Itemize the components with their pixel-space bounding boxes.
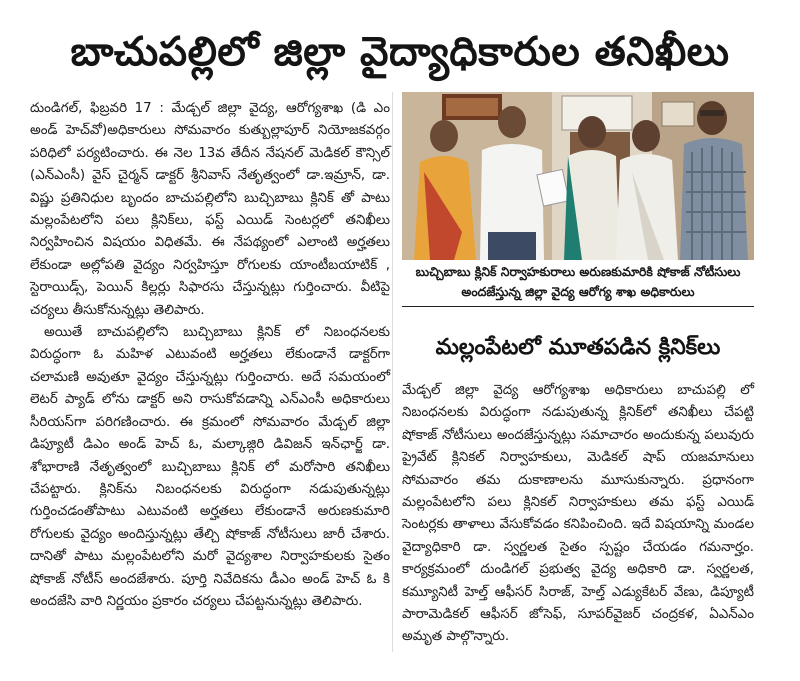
article-paragraph-text: మేడ్చల్ జిల్లా వైద్య, ఆరోగ్యశాఖ (డి ఎం అండ్ హెచ్‌వో)అధికారులు సోమవారం కుత్బుల్లాపూర్ నియోజకవర్గం పరిధిలో పర్యటించారు. ఈ నెల 13వ తేదీన నేషనల్ మెడికల్ కౌన్సిల్ (ఎన్ఎంసీ) వైస్ చైర్మన్ డాక్టర్ శ్రీనివాస్ నేతృత్వంలో డా.ఇమ్రాన్, డా. విష్ణు ప్రతినిధుల బృందం బాచుపల్లిలోని బుచ్చిబాబు క్లినిక్ తో పాటు మల్లంపేటలోని పలు క్లినిక్‌లు, ఫస్ట్ ఎయిడ్ సెంటర్లలో తనిఖీలు నిర్వహించిన విషయం విధితమే. ఈ నేపథ్యంలో ఎలాంటి అర్హతలు లేకుండా అల్లోపతి వైద్యం నిర్వహిస్తూ రోగులకు యాంటీబయాటిక్ , స్టెరాయిడ్స్, పెయిన్ కిల్లర్లు సిఫారసు చేస్తున్నట్లు గుర్తించారు. వీటిపై చర్యలు తీసుకోనున్నట్లు తెలిపారు.: [30, 101, 390, 318]
subheadline: మల్లంపేటలో మూతపడిన క్లినిక్‌లు: [435, 335, 721, 360]
article-paragraph: [30, 98, 390, 322]
column-divider: [392, 92, 393, 652]
dateline: దుండిగల్, ఫిబ్రవరి 17 :: [30, 101, 164, 116]
article-paragraph: అయితే బాచుపల్లిలోని బుచ్చిబాబు క్లినిక్ లో నిబంధనలకు విరుద్ధంగా ఓ మహిళ ఎటువంటి అర్హతలు లేకుండానే డాక్టర్‌గా చలామణి అవుతూ వైద్యం చేస్తున్నట్లు గుర్తించారు. అదే సమయంలో లెటర్ ప్యాడ్ లోను డాక్టర్ అని రాసుకోవడాన్ని ఎన్ఎంసీ అధికారులు సీరియస్‌గా పరిగణించారు. ఈ క్రమంలో సోమవారం మేడ్చల్ జిల్లా డిప్యూటీ డిఎం అండ్ హెచ్ ఓ, మల్కాజ్గిరి డివిజన్ ఇన్‌ఛార్జ్ డా. శోభారాణి నేతృత్వంలో బుచ్చిబాబు క్లినిక్ లో మరోసారి తనిఖీలు చేపట్టారు. క్లినిక్‌ను నిబంధనలకు విరుద్ధంగా నడుపుతున్నట్లు గుర్తించడంతోపాటు ఎటువంటి అర్హతలు లేకుండానే అరుణకుమారి రోగులకు వైద్యం అందిస్తున్నట్లు తేల్చి షోకాజ్ నోటీసులు జారీ చేశారు. దానితో పాటు మల్లంపేటలోని మరో వైద్యశాల నిర్వాహకులకు సైతం షోకాజ్ నోటీస్ అందజేశారు. పూర్తి నివేదికను డీఎం అండ్ హెచ్ ఓ కి అందజేసి వారి నిర్ణయం ప్రకారం చర్యలు చేపట్టనున్నట్లు తెలిపారు.: [30, 325, 390, 609]
article-body-right: [402, 380, 754, 649]
news-photo: [402, 92, 754, 260]
headline: బాచుపల్లిలో జిల్లా వైద్యాధికారుల తనిఖీలు: [70, 29, 730, 75]
article-paragraph: మేడ్చల్ జిల్లా వైద్య ఆరోగ్యశాఖ అధికారులు బాచుపల్లి లో నిబంధనలకు విరుద్ధంగా నడుపుతున్న క్లినిక్‌లో తనిఖీలు చేపట్టి షోకాజ్ నోటీసులు అందజేస్తున్నట్లు సమాచారం అందుకున్న పలువురు ప్రైవేట్ క్లినికల్ నిర్వాహకులు, మెడికల్ షాప్ యజమానులు సోమవారం తమ దుకాణాలను మూసుకున్నారు. ప్రధానంగా మల్లంపేటలోని పలు క్లినికల్ నిర్వాహకులు తమ ఫస్ట్ ఎయిడ్ సెంటర్లకు తాళాలు వేసుకోవడం కనిపించింది. ఇదే విషయాన్ని మండల వైద్యాధికారి డా. స్వర్ణలత సైతం స్పష్టం చేయడం గమనార్హం. కార్యక్రమంలో దుండిగల్ ప్రభుత్వ వైద్య అధికారి డా. స్వర్ణలత, కమ్యూనిటీ హెల్త్ ఆఫీసర్ సిరాజ్, హెల్త్ ఎడ్యుకేటర్ వేణు, డిప్యూటీ పారామెడికల్ ఆఫీసర్ జోసెఫ్, సూపర్‌వైజర్ చంద్రకళ, ఏఎన్ఎం అమృత పాల్గొన్నారు.: [402, 383, 754, 645]
article-body-left: [30, 98, 390, 613]
photo-caption: బుచ్చిబాబు క్లినిక్ నిర్వాహకురాలు అరుణకుమారికి షోకాజ్ నోటీసులు అందజేస్తున్న జిల్లా వైద్య ఆరోగ్య శాఖ అధికారులు: [402, 262, 754, 307]
